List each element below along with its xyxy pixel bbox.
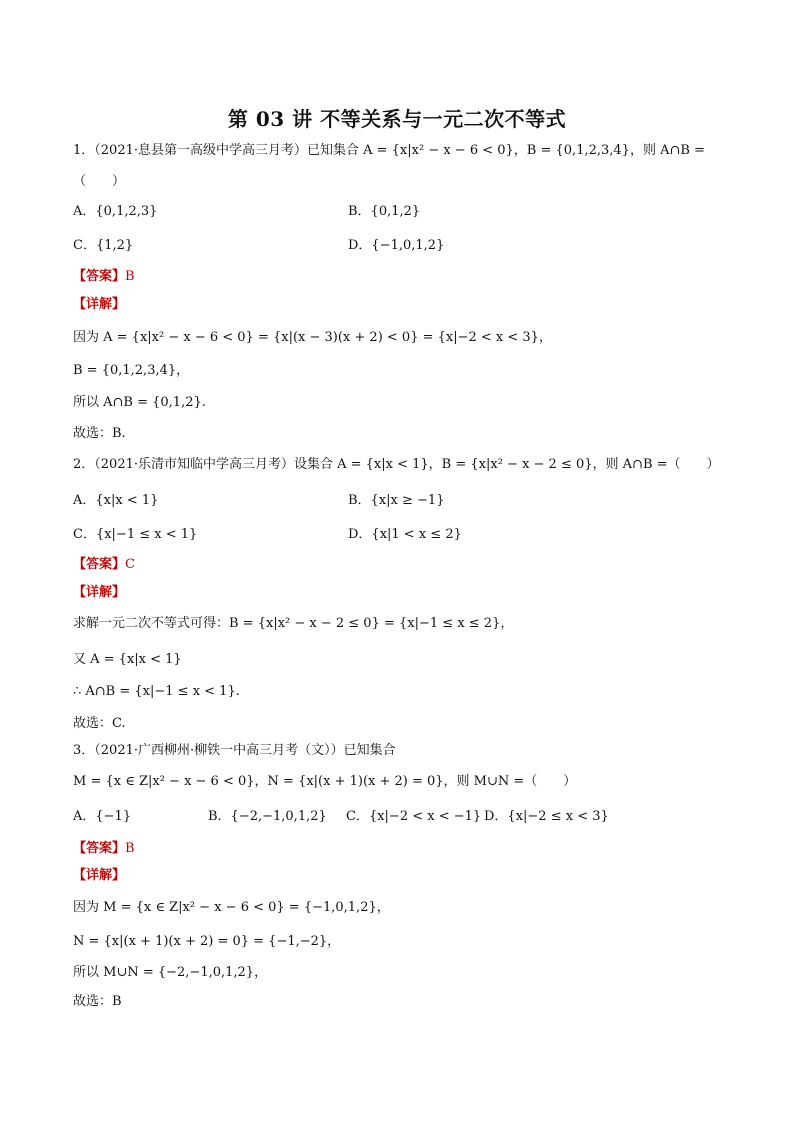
- answer-value: B: [125, 841, 135, 856]
- question-3-option-d: D．{x|−2 ≤ x < 3}: [484, 809, 609, 824]
- question-1-option-b: B．{0,1,2}: [348, 204, 421, 219]
- question-3-option-b: B．{−2,−1,0,1,2}: [208, 809, 327, 824]
- question-2-detail-line-4: 故选：C.: [73, 716, 126, 731]
- question-3-stem-2: M = {x ∈ Z|x² − x − 6 < 0}，N = {x|(x + 1)(x + 2) = 0}，则 M∪N =（ ）: [73, 774, 577, 789]
- detail-label: 【详解】: [73, 585, 126, 600]
- question-1-detail-line-3: 所以 A∩B = {0,1,2}.: [73, 395, 206, 410]
- detail-label: 【详解】: [73, 297, 126, 312]
- question-2-stem: 2．（2021·乐清市知临中学高三月考）设集合 A = {x|x < 1}，B = {x|x² − x − 2 ≤ 0}，则 A∩B =（ ）: [73, 457, 720, 472]
- question-3-detail-line-2: N = {x|(x + 1)(x + 2) = 0} = {−1,−2}，: [73, 934, 341, 949]
- question-2-answer: [73, 556, 135, 574]
- question-1-option-d: D．{−1,0,1,2}: [348, 238, 445, 253]
- question-2-option-d: D．{x|1 < x ≤ 2}: [348, 527, 462, 542]
- question-2-detail-line-1: 求解一元二次不等式可得：B = {x|x² − x − 2 ≤ 0} = {x|−1 ≤ x ≤ 2}，: [73, 616, 514, 631]
- question-1-paren: （ ）: [73, 174, 126, 189]
- question-1-answer: [73, 268, 135, 286]
- question-2-option-b: B．{x|x ≥ −1}: [348, 493, 445, 508]
- question-3-stem: 3．（2021·广西柳州·柳铁一中高三月考（文））已知集合: [73, 743, 396, 758]
- question-3-detail-line-3: 所以 M∪N = {−2,−1,0,1,2}，: [73, 965, 268, 980]
- question-1-detail-line-1: 因为 A = {x|x² − x − 6 < 0} = {x|(x − 3)(x + 2) < 0} = {x|−2 < x < 3}，: [73, 330, 552, 345]
- question-3-answer: [73, 840, 135, 858]
- question-2-detail-line-2: 又 A = {x|x < 1}: [73, 652, 182, 667]
- question-3-detail-label: [73, 867, 125, 885]
- page-title: 第 03 讲 不等关系与一元二次不等式: [227, 107, 567, 131]
- question-1-detail-line-4: 故选：B.: [73, 426, 126, 441]
- question-2-detail-line-3: ∴ A∩B = {x|−1 ≤ x < 1}.: [73, 684, 240, 699]
- question-3-option-a: A．{−1}: [73, 809, 132, 824]
- answer-label: 【答案】: [73, 557, 126, 572]
- question-2-option-c: C．{x|−1 ≤ x < 1}: [73, 527, 198, 542]
- question-3-detail-line-4: 故选：B: [73, 994, 122, 1009]
- answer-value: B: [125, 269, 135, 284]
- question-1-option-c: C．{1,2}: [73, 238, 134, 253]
- question-1-detail-line-2: B = {0,1,2,3,4}，: [73, 363, 190, 378]
- question-2-option-a: A．{x|x < 1}: [73, 493, 159, 508]
- detail-label: 【详解】: [73, 868, 126, 883]
- answer-label: 【答案】: [73, 269, 126, 284]
- question-1-stem: 1．（2021·息县第一高级中学高三月考）已知集合 A = {x|x² − x − 6 < 0}，B = {0,1,2,3,4}，则 A∩B =: [73, 143, 705, 158]
- answer-label: 【答案】: [73, 841, 126, 856]
- question-2-detail-label: [73, 584, 125, 602]
- question-1-option-a: A．{0,1,2,3}: [73, 204, 158, 219]
- question-3-detail-line-1: 因为 M = {x ∈ Z|x² − x − 6 < 0} = {−1,0,1,2}，: [73, 900, 390, 915]
- answer-value: C: [125, 557, 135, 572]
- question-1-detail-label: [73, 296, 125, 314]
- question-3-option-c: C．{x|−2 < x < −1}: [346, 809, 482, 824]
